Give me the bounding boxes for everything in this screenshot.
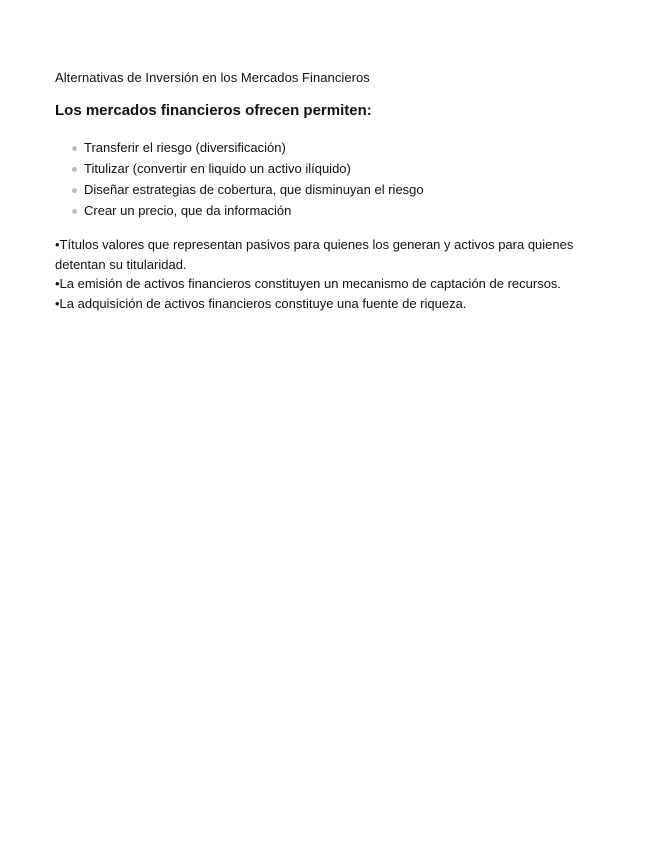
paragraph: •Títulos valores que representan pasivos para quienes los generan y activos para quienes detentan su titularidad. — [55, 237, 574, 272]
list-item — [84, 137, 600, 158]
list-item — [84, 158, 600, 179]
paragraph: •La adquisición de activos financieros constituye una fuente de riqueza. — [55, 295, 467, 311]
bullet-icon — [72, 167, 77, 172]
bullet-icon — [72, 146, 77, 151]
list-item-text: Titulizar (convertir en liquido un activo ilíquido) — [84, 161, 351, 176]
paragraph: •La emisión de activos financieros constituyen un mecanismo de captación de recursos. — [55, 276, 562, 291]
list-item-text: Transferir el riesgo (diversificación) — [84, 140, 286, 155]
section-heading: Los mercados financieros ofrecen permiten: — [55, 102, 372, 119]
list-item — [84, 200, 600, 221]
paragraph-block — [55, 235, 600, 313]
bullet-icon — [72, 209, 77, 214]
bullet-list — [55, 137, 600, 221]
bullet-icon — [72, 188, 77, 193]
list-item — [84, 179, 600, 200]
list-item-text: Crear un precio, que da información — [84, 203, 292, 218]
list-item-text: Diseñar estrategias de cobertura, que disminuyan el riesgo — [84, 182, 424, 197]
document-title: Alternativas de Inversión en los Mercados Financieros — [55, 70, 370, 85]
